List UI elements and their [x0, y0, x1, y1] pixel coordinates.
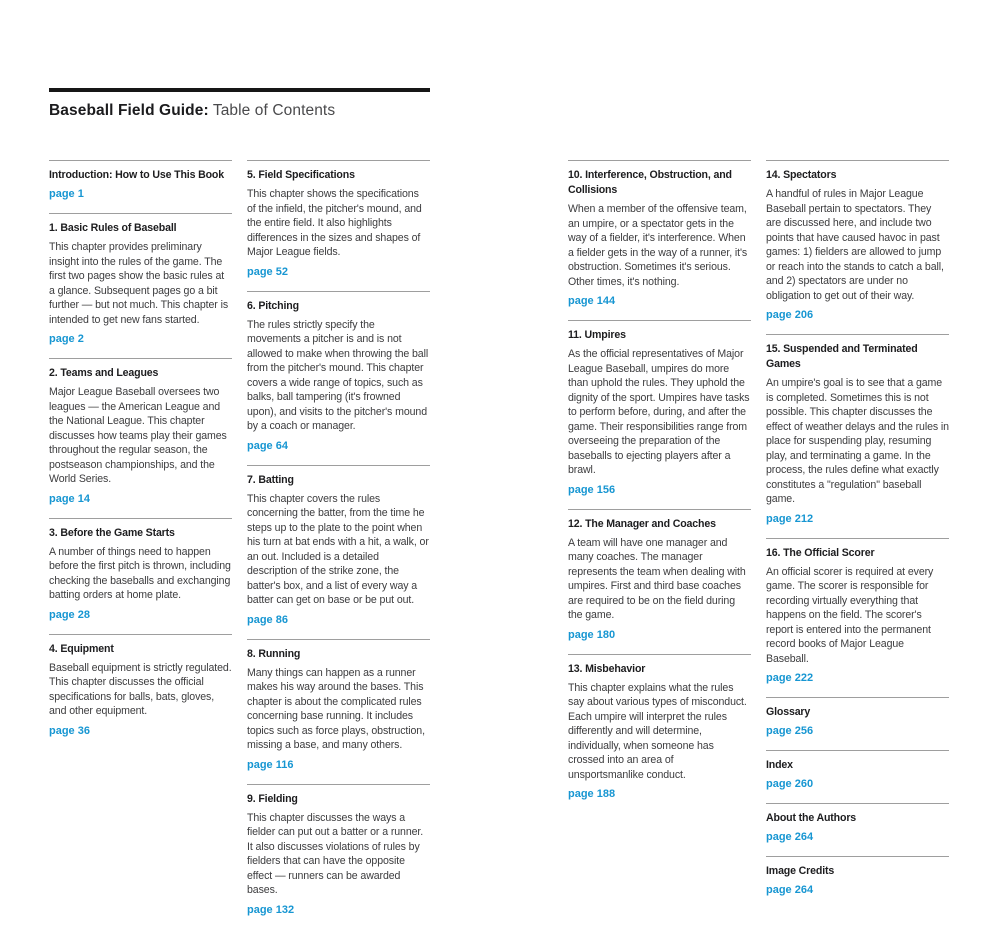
toc-page-link[interactable]: page 206: [766, 309, 814, 321]
toc-entry-description: Major League Baseball oversees two leagues — the American League and the National League. This chapter discusses how teams play their games throughout the regular season, the postseason championships, and the World Series.: [49, 386, 227, 485]
toc-page-link[interactable]: page 260: [766, 778, 814, 790]
toc-entry: [49, 160, 232, 201]
toc-entry-title: 9. Fielding: [247, 792, 298, 805]
toc-page-link[interactable]: page 180: [568, 628, 616, 641]
toc-page-link[interactable]: page 156: [568, 483, 616, 496]
toc-column-3: [568, 160, 751, 813]
page-title-suffix: Table of Contents: [208, 102, 336, 119]
toc-entry: [766, 803, 949, 844]
toc-page-link[interactable]: page 256: [766, 725, 814, 737]
toc-entry: [766, 750, 949, 791]
toc-entry-title: 6. Pitching: [247, 299, 299, 312]
toc-column-1: [49, 160, 232, 750]
toc-entry-description: This chapter covers the rules concerning the batter, from the time he steps up to the plate to the point when his turn at bat ends with a hit, a walk, or an out. Included is a detailed description of the strike zone, the batter's box, and a list of every way a batter can get on base or be put out.: [247, 492, 429, 606]
toc-entry-description: As the official representatives of Major League Baseball, umpires do more than uphold the rules. They uphold the dignity of the sport. Umpires have tasks to perform before, during, and after the game. Their responsibilities range from overseeing the preparation of the baseballs to ejecting players after a brawl.: [568, 348, 750, 476]
toc-page-link[interactable]: page 264: [766, 831, 814, 843]
toc-entry-title: 8. Running: [247, 647, 301, 660]
toc-entry: [766, 334, 949, 526]
toc-entry-description: A team will have one manager and many coaches. The manager represents the team when dealing with umpires. First and third base coaches are required to be on the field during the game.: [568, 536, 746, 621]
toc-entry: [766, 856, 949, 897]
toc-entry-title: Glossary: [766, 706, 811, 718]
toc-entry-description: A handful of rules in Major League Baseball pertain to spectators. They are discussed here, and include two points that have caused havoc in past games: 1) fielders are allowed to jump or reach into the stands to catch a ball, and 2) spectators are under no obligation to get out of their way.: [766, 188, 944, 302]
toc-page-link[interactable]: page 144: [568, 295, 616, 307]
toc-page-link[interactable]: page 36: [49, 724, 90, 737]
toc-entry: [568, 654, 751, 802]
toc-entry: [247, 160, 430, 279]
toc-entry: [568, 509, 751, 642]
toc-entry-title: 16. The Official Scorer: [766, 546, 875, 559]
toc-entry-title: 7. Batting: [247, 473, 294, 486]
toc-entry-title: 15. Suspended and Terminated Games: [766, 343, 918, 370]
toc-entry: [247, 291, 430, 453]
toc-page-link[interactable]: page 1: [49, 188, 84, 200]
toc-page-link[interactable]: page 64: [247, 439, 288, 452]
page-title: [49, 102, 430, 120]
toc-entry-description: Many things can happen as a runner makes his way around the bases. This chapter is about the complicated rules concerning base running. It includes topics such as force plays, obstruction, missing a base, and many others.: [247, 666, 425, 751]
toc-entry: [568, 320, 751, 497]
toc-entry-title: 11. Umpires: [568, 329, 626, 341]
toc-entry: [247, 784, 430, 917]
toc-entry-title: 14. Spectators: [766, 169, 837, 181]
toc-entry-title: 3. Before the Game Starts: [49, 526, 175, 539]
toc-entry-title: 4. Equipment: [49, 642, 114, 655]
toc-column-2: [247, 160, 430, 929]
toc-page-link[interactable]: page 2: [49, 333, 84, 345]
toc-entry-title: Image Credits: [766, 865, 835, 877]
toc-entry-description: Baseball equipment is strictly regulated. This chapter discusses the official specifications for balls, bats, gloves, and other equipment.: [49, 661, 232, 717]
toc-entry-description: This chapter provides preliminary insight into the rules of the game. The first two pages show the basic rules at a glance. Subsequent pages go a bit further — but not much. This chapter is intended to get new fans started.: [49, 241, 229, 326]
toc-entry: [49, 358, 232, 506]
toc-entry-title: 1. Basic Rules of Baseball: [49, 222, 177, 234]
toc-entry: [49, 518, 232, 622]
toc-page-link[interactable]: page 28: [49, 608, 90, 621]
toc-entry-title: 13. Misbehavior: [568, 662, 646, 675]
toc-entry: [247, 639, 430, 772]
toc-entry-title: 2. Teams and Leagues: [49, 367, 159, 379]
toc-column-4: [766, 160, 949, 909]
toc-entry-description: The rules strictly specify the movements a pitcher is and is not allowed to make when throwing the ball from the pitcher's mound. This chapter covers a wide range of topics, such as balks, ball tampering (it's frowned upon), and visits to the pitcher's mound by a coach or manager.: [247, 318, 429, 432]
toc-entry-description: This chapter discusses the ways a fielder can put out a batter or a runner. It also discusses violations of rules by fielders that can have the opposite effect — runners can be awarded bases.: [247, 811, 424, 896]
toc-entry-description: This chapter shows the specifications of the infield, the pitcher's mound, and the entire field. It also highlights differences in the sizes and shapes of Major League fields.: [247, 188, 422, 258]
toc-entry-description: This chapter explains what the rules say about various types of misconduct. Each umpire will interpret the rules differently and will determine, individually, when someone has crossed into an area of unsportsmanlike conduct.: [568, 681, 747, 781]
toc-page-link[interactable]: page 188: [568, 788, 616, 800]
toc-page-link[interactable]: page 14: [49, 492, 90, 505]
toc-page-link[interactable]: page 212: [766, 512, 814, 525]
toc-page-link[interactable]: page 264: [766, 884, 814, 896]
toc-page-link[interactable]: page 222: [766, 672, 814, 684]
toc-entry-description: When a member of the offensive team, an umpire, or a spectator gets in the way of a fielder, it's interference. When a fielder gets in the way of a runner, it's obstruction. Sometimes it's serious. Other times, it's nothing.: [568, 203, 748, 288]
page-title-book-name: Baseball Field Guide:: [49, 102, 209, 119]
toc-entry-description: A number of things need to happen before the first pitch is thrown, including checking the baseballs and exchanging batting orders at home plate.: [49, 545, 231, 601]
toc-entry-description: An umpire's goal is to see that a game is completed. Sometimes this is not possible. This chapter discusses the effect of weather delays and the rules in place for suspending play, resuming play, and terminating a game. In the process, the rules define what exactly constitutes a "regulation" baseball game.: [766, 377, 949, 505]
toc-entry-title: Index: [766, 759, 793, 771]
toc-page-link[interactable]: page 132: [247, 903, 295, 916]
toc-page-link[interactable]: page 86: [247, 613, 288, 626]
toc-entry: [766, 160, 949, 322]
toc-entry-description: An official scorer is required at every game. The scorer is responsible for recording virtually everything that happens on the field. The scorer's report is entered into the permanent record books of Major League Baseball.: [766, 565, 934, 665]
toc-page-link[interactable]: page 52: [247, 265, 288, 278]
toc-entry-title: Introduction: How to Use This Book: [49, 169, 224, 181]
toc-entry: [568, 160, 751, 308]
toc-entry: [247, 465, 430, 627]
toc-entry: [49, 213, 232, 346]
toc-page-link[interactable]: page 116: [247, 758, 294, 771]
toc-entry: [766, 538, 949, 686]
toc-entry-title: 5. Field Specifications: [247, 169, 355, 181]
toc-entry: [766, 697, 949, 738]
toc-entry-title: 12. The Manager and Coaches: [568, 517, 716, 530]
toc-entry-title: About the Authors: [766, 812, 857, 824]
toc-entry-title: 10. Interference, Obstruction, and Collisions: [568, 169, 732, 196]
header-rule-bar: [49, 88, 430, 92]
toc-entry: [49, 634, 232, 738]
page-header: [49, 88, 430, 120]
